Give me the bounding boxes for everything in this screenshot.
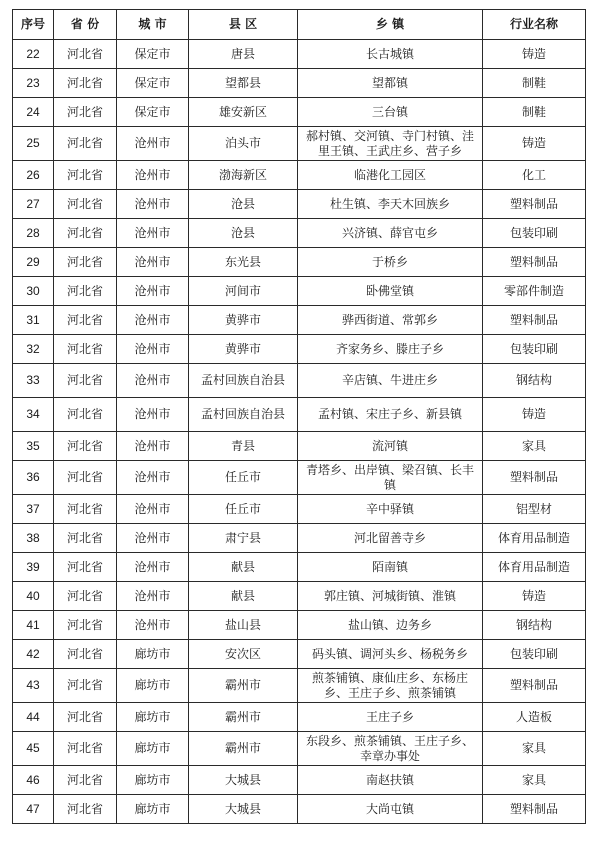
town-cell: 于桥乡 [298, 248, 483, 277]
county-cell: 任丘市 [189, 495, 298, 524]
city-cell: 保定市 [117, 69, 189, 98]
industry-cell: 家具 [483, 432, 586, 461]
town-cell: 煎茶铺镇、康仙庄乡、东杨庄乡、王庄子乡、煎茶铺镇 [298, 669, 483, 703]
city-cell: 沧州市 [117, 161, 189, 190]
industry-table [12, 9, 586, 824]
city-cell: 廊坊市 [117, 640, 189, 669]
county-cell: 肃宁县 [189, 524, 298, 553]
province-cell: 河北省 [54, 432, 117, 461]
province-cell: 河北省 [54, 669, 117, 703]
town-cell: 临港化工园区 [298, 161, 483, 190]
city-cell: 廊坊市 [117, 766, 189, 795]
industry-cell: 塑料制品 [483, 669, 586, 703]
town-cell: 望都镇 [298, 69, 483, 98]
table-row [13, 127, 586, 161]
industry-cell: 铸造 [483, 40, 586, 69]
row-number: 26 [13, 161, 54, 190]
industry-cell: 包装印刷 [483, 640, 586, 669]
county-cell: 大城县 [189, 795, 298, 824]
industry-cell: 制鞋 [483, 69, 586, 98]
table-row [13, 640, 586, 669]
table-row [13, 582, 586, 611]
county-cell: 渤海新区 [189, 161, 298, 190]
row-number: 22 [13, 40, 54, 69]
town-cell: 陌南镇 [298, 553, 483, 582]
industry-cell: 化工 [483, 161, 586, 190]
table-row [13, 766, 586, 795]
row-number: 28 [13, 219, 54, 248]
row-number: 27 [13, 190, 54, 219]
province-cell: 河北省 [54, 766, 117, 795]
industry-cell: 铸造 [483, 398, 586, 432]
city-cell: 廊坊市 [117, 795, 189, 824]
town-cell: 码头镇、调河头乡、杨税务乡 [298, 640, 483, 669]
row-number: 39 [13, 553, 54, 582]
province-cell: 河北省 [54, 127, 117, 161]
row-number: 25 [13, 127, 54, 161]
province-cell: 河北省 [54, 219, 117, 248]
row-number: 33 [13, 364, 54, 398]
county-cell: 雄安新区 [189, 98, 298, 127]
table-row [13, 703, 586, 732]
town-cell: 辛店镇、牛进庄乡 [298, 364, 483, 398]
county-cell: 河间市 [189, 277, 298, 306]
county-cell: 黄骅市 [189, 306, 298, 335]
town-cell: 青塔乡、出岸镇、梁召镇、长丰镇 [298, 461, 483, 495]
city-cell: 沧州市 [117, 432, 189, 461]
province-cell: 河北省 [54, 553, 117, 582]
industry-cell: 体育用品制造 [483, 524, 586, 553]
county-cell: 东光县 [189, 248, 298, 277]
province-cell: 河北省 [54, 277, 117, 306]
town-cell: 郝村镇、交河镇、寺门村镇、洼里王镇、王武庄乡、营子乡 [298, 127, 483, 161]
table-row [13, 306, 586, 335]
industry-cell: 铸造 [483, 582, 586, 611]
table-row [13, 161, 586, 190]
industry-cell: 塑料制品 [483, 306, 586, 335]
town-cell: 东段乡、煎茶铺镇、王庄子乡、幸章办事处 [298, 732, 483, 766]
table-row [13, 364, 586, 398]
row-number: 24 [13, 98, 54, 127]
province-cell: 河北省 [54, 364, 117, 398]
county-cell: 任丘市 [189, 461, 298, 495]
city-cell: 沧州市 [117, 524, 189, 553]
industry-cell: 塑料制品 [483, 461, 586, 495]
table-row [13, 69, 586, 98]
industry-cell: 钢结构 [483, 611, 586, 640]
province-cell: 河北省 [54, 732, 117, 766]
city-cell: 沧州市 [117, 306, 189, 335]
industry-cell: 钢结构 [483, 364, 586, 398]
town-cell: 骅西街道、常郭乡 [298, 306, 483, 335]
county-cell: 盐山县 [189, 611, 298, 640]
county-cell: 霸州市 [189, 732, 298, 766]
table-row [13, 40, 586, 69]
table-row [13, 553, 586, 582]
header-province: 省 份 [54, 10, 117, 40]
province-cell: 河北省 [54, 98, 117, 127]
county-cell: 沧县 [189, 219, 298, 248]
province-cell: 河北省 [54, 335, 117, 364]
town-cell: 王庄子乡 [298, 703, 483, 732]
town-cell: 辛中驿镇 [298, 495, 483, 524]
county-cell: 沧县 [189, 190, 298, 219]
town-cell: 盐山镇、边务乡 [298, 611, 483, 640]
province-cell: 河北省 [54, 69, 117, 98]
town-cell: 孟村镇、宋庄子乡、新县镇 [298, 398, 483, 432]
industry-cell: 体育用品制造 [483, 553, 586, 582]
county-cell: 献县 [189, 553, 298, 582]
industry-cell: 塑料制品 [483, 190, 586, 219]
table-row [13, 669, 586, 703]
town-cell: 兴济镇、薛官屯乡 [298, 219, 483, 248]
town-cell: 杜生镇、李天木回族乡 [298, 190, 483, 219]
industry-cell: 家具 [483, 766, 586, 795]
table-row [13, 398, 586, 432]
table-row [13, 335, 586, 364]
table-row [13, 795, 586, 824]
header-city: 城 市 [117, 10, 189, 40]
province-cell: 河北省 [54, 495, 117, 524]
city-cell: 沧州市 [117, 190, 189, 219]
county-cell: 安次区 [189, 640, 298, 669]
row-number: 23 [13, 69, 54, 98]
industry-cell: 铸造 [483, 127, 586, 161]
city-cell: 沧州市 [117, 461, 189, 495]
row-number: 37 [13, 495, 54, 524]
row-number: 35 [13, 432, 54, 461]
city-cell: 沧州市 [117, 495, 189, 524]
province-cell: 河北省 [54, 398, 117, 432]
industry-cell: 家具 [483, 732, 586, 766]
town-cell: 卧佛堂镇 [298, 277, 483, 306]
county-cell: 大城县 [189, 766, 298, 795]
row-number: 29 [13, 248, 54, 277]
city-cell: 廊坊市 [117, 732, 189, 766]
province-cell: 河北省 [54, 703, 117, 732]
county-cell: 黄骅市 [189, 335, 298, 364]
table-row [13, 432, 586, 461]
industry-cell: 塑料制品 [483, 795, 586, 824]
town-cell: 大尚屯镇 [298, 795, 483, 824]
town-cell: 三台镇 [298, 98, 483, 127]
province-cell: 河北省 [54, 190, 117, 219]
row-number: 43 [13, 669, 54, 703]
province-cell: 河北省 [54, 795, 117, 824]
header-no: 序号 [13, 10, 54, 40]
province-cell: 河北省 [54, 161, 117, 190]
city-cell: 沧州市 [117, 127, 189, 161]
province-cell: 河北省 [54, 640, 117, 669]
row-number: 31 [13, 306, 54, 335]
province-cell: 河北省 [54, 461, 117, 495]
city-cell: 沧州市 [117, 553, 189, 582]
town-cell: 长古城镇 [298, 40, 483, 69]
row-number: 44 [13, 703, 54, 732]
city-cell: 廊坊市 [117, 669, 189, 703]
city-cell: 沧州市 [117, 219, 189, 248]
town-cell: 南赵扶镇 [298, 766, 483, 795]
row-number: 45 [13, 732, 54, 766]
city-cell: 沧州市 [117, 335, 189, 364]
table-row [13, 190, 586, 219]
city-cell: 保定市 [117, 40, 189, 69]
row-number: 34 [13, 398, 54, 432]
industry-cell: 包装印刷 [483, 219, 586, 248]
county-cell: 青县 [189, 432, 298, 461]
table-row [13, 524, 586, 553]
industry-cell: 铝型材 [483, 495, 586, 524]
city-cell: 保定市 [117, 98, 189, 127]
county-cell: 霸州市 [189, 703, 298, 732]
table-header-row [13, 10, 586, 40]
city-cell: 沧州市 [117, 364, 189, 398]
county-cell: 泊头市 [189, 127, 298, 161]
row-number: 47 [13, 795, 54, 824]
city-cell: 沧州市 [117, 277, 189, 306]
row-number: 38 [13, 524, 54, 553]
province-cell: 河北省 [54, 248, 117, 277]
county-cell: 唐县 [189, 40, 298, 69]
city-cell: 沧州市 [117, 248, 189, 277]
table-row [13, 495, 586, 524]
city-cell: 沧州市 [117, 582, 189, 611]
row-number: 41 [13, 611, 54, 640]
province-cell: 河北省 [54, 611, 117, 640]
header-county: 县 区 [189, 10, 298, 40]
industry-cell: 零部件制造 [483, 277, 586, 306]
town-cell: 郭庄镇、河城街镇、淮镇 [298, 582, 483, 611]
row-number: 36 [13, 461, 54, 495]
header-industry: 行业名称 [483, 10, 586, 40]
row-number: 30 [13, 277, 54, 306]
industry-cell: 制鞋 [483, 98, 586, 127]
province-cell: 河北省 [54, 40, 117, 69]
row-number: 46 [13, 766, 54, 795]
table-row [13, 461, 586, 495]
city-cell: 沧州市 [117, 611, 189, 640]
row-number: 40 [13, 582, 54, 611]
province-cell: 河北省 [54, 524, 117, 553]
table-row [13, 248, 586, 277]
header-town: 乡 镇 [298, 10, 483, 40]
county-cell: 霸州市 [189, 669, 298, 703]
province-cell: 河北省 [54, 582, 117, 611]
town-cell: 河北留善寺乡 [298, 524, 483, 553]
industry-cell: 塑料制品 [483, 248, 586, 277]
town-cell: 齐家务乡、滕庄子乡 [298, 335, 483, 364]
county-cell: 望都县 [189, 69, 298, 98]
city-cell: 廊坊市 [117, 703, 189, 732]
table-row [13, 219, 586, 248]
county-cell: 孟村回族自治县 [189, 398, 298, 432]
county-cell: 献县 [189, 582, 298, 611]
table-row [13, 732, 586, 766]
table-row [13, 98, 586, 127]
table-row [13, 611, 586, 640]
table-row [13, 277, 586, 306]
document-page [12, 9, 585, 824]
industry-cell: 包装印刷 [483, 335, 586, 364]
county-cell: 孟村回族自治县 [189, 364, 298, 398]
town-cell: 流河镇 [298, 432, 483, 461]
city-cell: 沧州市 [117, 398, 189, 432]
industry-cell: 人造板 [483, 703, 586, 732]
row-number: 32 [13, 335, 54, 364]
row-number: 42 [13, 640, 54, 669]
province-cell: 河北省 [54, 306, 117, 335]
table-body [13, 40, 586, 824]
